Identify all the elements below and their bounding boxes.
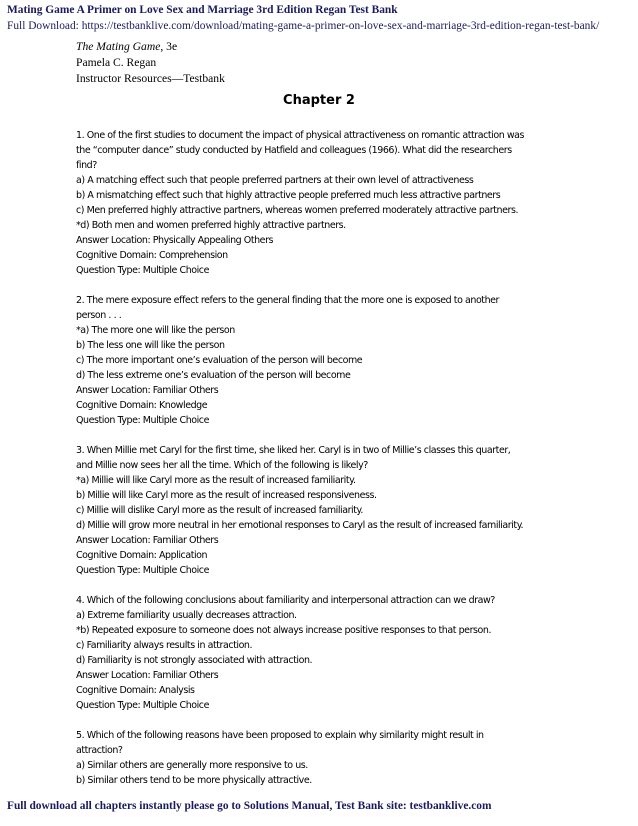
question-line: c) Men preferred highly attractive partners, whereas women preferred moderately attractive partners. bbox=[76, 205, 519, 216]
book-meta bbox=[76, 39, 225, 87]
book-edition: , 3e bbox=[160, 40, 178, 53]
question-line: b) Similar others tend to be more physically attractive. bbox=[76, 775, 312, 786]
question-line: d) The less extreme one’s evaluation of the person will become bbox=[76, 370, 351, 381]
question-line: b) A mismatching effect such that highly attractive people preferred much less attractive partners bbox=[76, 190, 501, 201]
question-line: Cognitive Domain: Application bbox=[76, 550, 208, 561]
question-line: *d) Both men and women preferred highly attractive partners. bbox=[76, 220, 346, 231]
question-block bbox=[76, 128, 576, 278]
question-line: and Millie now sees her all the time. Which of the following is likely? bbox=[76, 460, 368, 471]
question-line: *b) Repeated exposure to someone does not always increase positive responses to that person. bbox=[76, 625, 492, 636]
question-line: a) Similar others are generally more responsive to us. bbox=[76, 760, 308, 771]
question-line: 2. The mere exposure effect refers to the general finding that the more one is exposed to another bbox=[76, 295, 500, 306]
question-line: Cognitive Domain: Analysis bbox=[76, 685, 195, 696]
question-line: *a) The more one will like the person bbox=[76, 325, 235, 336]
question-line: attraction? bbox=[76, 745, 123, 756]
question-line: Answer Location: Familiar Others bbox=[76, 385, 219, 396]
question-line: 4. Which of the following conclusions about familiarity and interpersonal attraction can we draw? bbox=[76, 595, 495, 606]
page-header bbox=[7, 2, 637, 34]
question-line: 3. When Millie met Caryl for the first time, she liked her. Caryl is in two of Millie’s classes this quarter, bbox=[76, 445, 511, 456]
question-line: Answer Location: Physically Appealing Others bbox=[76, 235, 274, 246]
question-block bbox=[76, 293, 576, 428]
question-line: c) The more important one’s evaluation of the person will become bbox=[76, 355, 363, 366]
question-line: b) Millie will like Caryl more as the result of increased responsiveness. bbox=[76, 490, 377, 501]
question-line: Question Type: Multiple Choice bbox=[76, 565, 209, 576]
question-line: the “computer dance” study conducted by Hatfield and colleagues (1966). What did the researchers bbox=[76, 145, 512, 156]
download-prefix: Full Download: bbox=[7, 20, 82, 32]
download-link[interactable]: https://testbanklive.com/download/mating-game-a-primer-on-love-sex-and-marriage-3rd-edition-regan-test-bank/ bbox=[81, 20, 600, 32]
question-line: a) A matching effect such that people preferred partners at their own level of attractiveness bbox=[76, 175, 474, 186]
question-line: Question Type: Multiple Choice bbox=[76, 700, 209, 711]
footer-note: Full download all chapters instantly please go to Solutions Manual, Test Bank site: testbanklive.com bbox=[7, 800, 492, 812]
question-line: c) Familiarity always results in attraction. bbox=[76, 640, 253, 651]
question-line: 5. Which of the following reasons have been proposed to explain why similarity might result in bbox=[76, 730, 484, 741]
question-line: *a) Millie will like Caryl more as the result of increased familiarity. bbox=[76, 475, 356, 486]
question-line: d) Millie will grow more neutral in her emotional responses to Caryl as the result of increased familiarity. bbox=[76, 520, 524, 531]
book-author: Pamela C. Regan bbox=[76, 56, 157, 69]
question-line: Question Type: Multiple Choice bbox=[76, 415, 209, 426]
book-title-line bbox=[76, 39, 225, 55]
question-line: person . . . bbox=[76, 310, 122, 321]
question-line: find? bbox=[76, 160, 97, 171]
question-block bbox=[76, 593, 576, 713]
question-line: 1. One of the first studies to document the impact of physical attractiveness on romantic attraction was bbox=[76, 130, 525, 141]
header-title: Mating Game A Primer on Love Sex and Marriage 3rd Edition Regan Test Bank bbox=[7, 4, 398, 16]
question-line: Cognitive Domain: Comprehension bbox=[76, 250, 228, 261]
question-line: Answer Location: Familiar Others bbox=[76, 670, 219, 681]
chapter-heading: Chapter 2 bbox=[283, 93, 355, 108]
download-line bbox=[7, 18, 637, 34]
question-line: c) Millie will dislike Caryl more as the result of increased familiarity. bbox=[76, 505, 363, 516]
question-list bbox=[76, 128, 576, 803]
question-line: Question Type: Multiple Choice bbox=[76, 265, 209, 276]
question-block bbox=[76, 443, 576, 578]
question-line: Cognitive Domain: Knowledge bbox=[76, 400, 208, 411]
question-line: d) Familiarity is not strongly associated with attraction. bbox=[76, 655, 313, 666]
question-block bbox=[76, 728, 576, 788]
book-title: The Mating Game bbox=[76, 40, 161, 53]
question-line: a) Extreme familiarity usually decreases attraction. bbox=[76, 610, 297, 621]
book-resources: Instructor Resources—Testbank bbox=[76, 72, 225, 85]
question-line: b) The less one will like the person bbox=[76, 340, 225, 351]
question-line: Answer Location: Familiar Others bbox=[76, 535, 219, 546]
